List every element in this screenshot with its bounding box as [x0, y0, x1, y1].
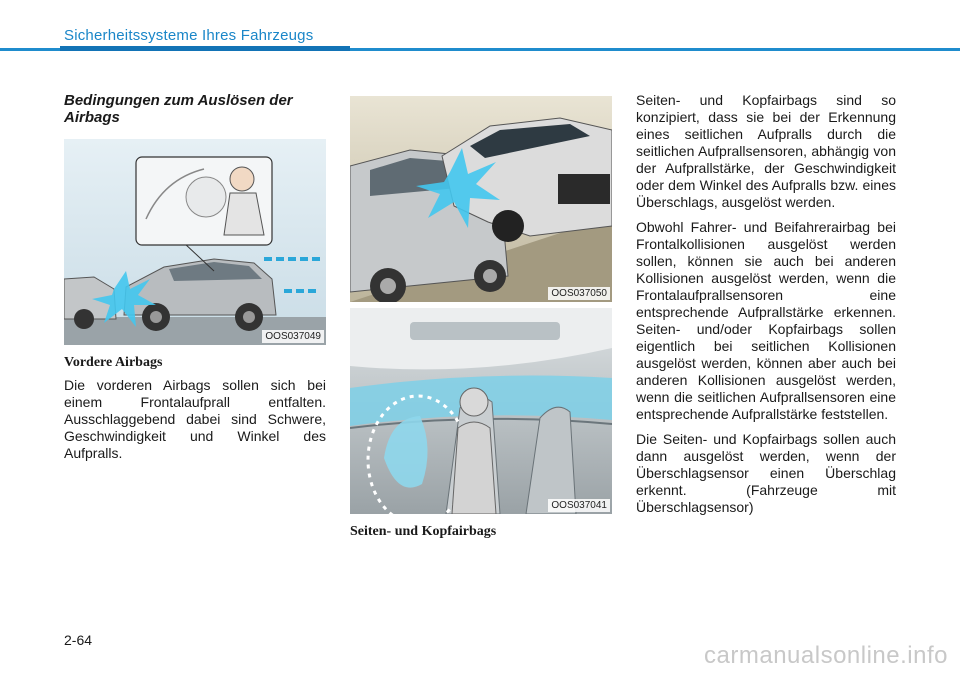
body-paragraph: Die Seiten- und Kopfairbags sollen auch dann ausgelöst werden, wenn der Überschlagsensor einen Überschlag erkennt. (Fahrzeuge mit Überschlagsensor): [636, 431, 896, 515]
figure-caption: Seiten- und Kopfairbags: [350, 524, 497, 539]
section-header-title: Sicherheitssysteme Ihres Fahrzeugs: [64, 27, 314, 44]
figure-caption: Vordere Airbags: [64, 355, 163, 370]
right-column: [636, 92, 896, 524]
body-paragraph: Seiten- und Kopfairbags sind so konzipiert, dass sie bei der Erkennung eines seitlichen Aufpralls durch die seitlichen Aufprallsensoren, abhängig von der Aufprallstärke, der Geschwindigkeit oder dem Winkel des Aufpralls bzw. eines Überschlags, ausgelöst werden.: [636, 92, 896, 210]
page-number: 2-64: [64, 632, 93, 648]
curtain-airbag-figure-svg: [350, 308, 612, 514]
body-paragraph: Die vorderen Airbags sollen sich bei einem Frontalaufprall entfalten. Ausschlaggebend dabei sind Schwere, Geschwindigkeit und Winkel des Aufpralls.: [64, 377, 326, 461]
body-paragraph: Obwohl Fahrer- und Beifahrerairbag bei Frontalkollisionen ausgelöst werden sollen, können sie auch bei anderen Kollisionen ausgelöst werden, wenn die Frontalaufprallsensoren eine entsprechende Aufprallstärke erkennen. Seiten- und/oder Kopfairbags sollen eigentlich bei seitlichen Kollisionen ausgelöst werden, können aber auch bei anderen Kollisionen ausgelöst werden, wenn die seitlichen Aufprallsensoren eine entsprechende Aufprallstärke feststellen.: [636, 219, 896, 422]
middle-column: [350, 96, 612, 546]
side-collision-figure-svg: [350, 96, 612, 302]
front-airbag-illustration: [64, 139, 326, 345]
curtain-airbag-illustration: [350, 308, 612, 514]
watermark: carmanualsonline.info: [704, 642, 948, 669]
header-rule-accent: [60, 46, 350, 51]
figure-code: OOS037049: [262, 330, 324, 343]
side-collision-illustration: [350, 96, 612, 302]
left-column: [64, 92, 326, 470]
section-title: Bedingungen zum Auslösen der Airbags: [64, 92, 293, 126]
front-airbag-figure-svg: [64, 139, 326, 345]
figure-code: OOS037050: [548, 287, 610, 300]
figure-code: OOS037041: [548, 499, 610, 512]
